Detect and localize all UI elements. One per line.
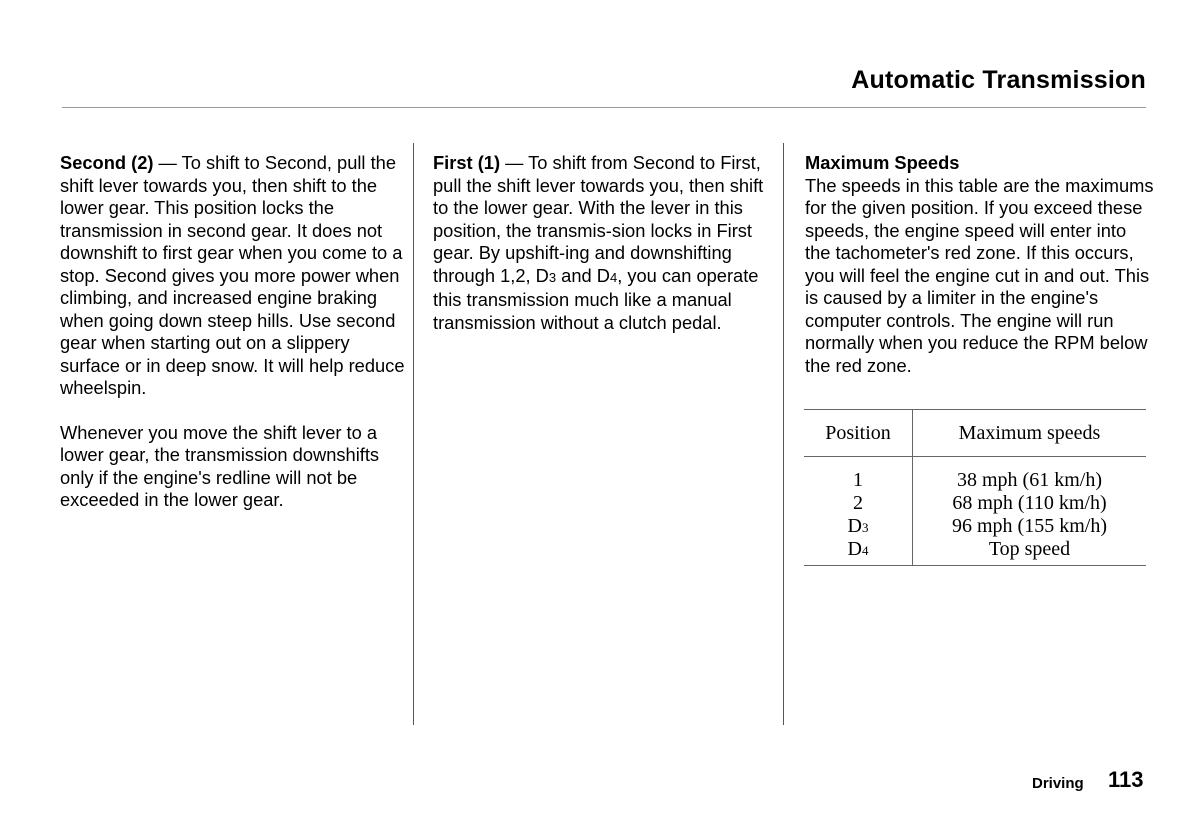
first-gear-text-b: , you can operate this transmission much like a manual transmission without a clutch pedal. — [433, 264, 759, 333]
maximum-speeds-text: The speeds in this table are the maximums for the given position. If you exceed these speeds, the engine speed will enter into the tachometer's red zone. If this occurs, you will feel the engine cut in and out. This is caused by a limiter in the engine's computer controls. The engine will run normally when you reduce the RPM below the red zone. — [805, 174, 1154, 376]
header-position: Position — [804, 410, 913, 457]
speed-value: 96 mph (155 km/h) — [952, 515, 1107, 537]
position-value: D4 — [847, 538, 869, 560]
header-rule — [62, 107, 1146, 108]
position-value: D3 — [847, 515, 869, 537]
speed-cell — [913, 457, 1147, 566]
page-number: 113 — [1108, 767, 1144, 792]
position-value: 2 — [853, 492, 863, 514]
d3-label: D3 — [535, 264, 557, 286]
table-body-row — [804, 457, 1146, 566]
column-first-gear — [433, 152, 778, 334]
position-cell — [804, 457, 913, 566]
first-gear-paragraph — [433, 152, 778, 334]
maximum-speeds-table — [804, 409, 1146, 566]
d4-label: D4 — [596, 264, 618, 286]
second-gear-paragraph — [60, 152, 410, 400]
maximum-speeds-heading: Maximum Speeds — [805, 152, 960, 173]
footer-section-label: Driving — [1032, 775, 1084, 792]
speed-value: 68 mph (110 km/h) — [952, 492, 1107, 514]
column-maximum-speeds — [805, 152, 1155, 377]
column-divider-2 — [783, 143, 784, 725]
first-gear-label: First (1) — [433, 152, 501, 173]
speed-value: 38 mph (61 km/h) — [957, 469, 1102, 491]
page-title: Automatic Transmission — [851, 66, 1146, 94]
column-divider-1 — [413, 143, 414, 725]
position-value: 1 — [853, 469, 863, 491]
column-second-gear — [60, 152, 410, 512]
second-gear-text: — To shift to Second, pull the shift lever towards you, then shift to the lower gear. This position locks the transmission in second gear. It does not downshift to first gear when you come to a stop. Second gives you more power when climbing, and increased engine braking when going down steep hills. Use second gear when starting out on a slippery surface or in deep snow. It will help reduce wheelspin. — [60, 152, 405, 398]
and-text: and — [556, 264, 597, 286]
header-maximum-speeds: Maximum speeds — [913, 410, 1147, 457]
maximum-speeds-paragraph — [805, 152, 1155, 377]
table-header-row — [804, 410, 1146, 457]
downshift-paragraph: Whenever you move the shift lever to a lower gear, the transmission downshifts only if the engine's redline will not be exceeded in the lower gear. — [60, 421, 380, 510]
first-gear-text-a: — To shift from Second to First, pull the shift lever towards you, then shift to the lower gear. With the lever in this position, the transmis-sion locks in First gear. By upshift-ing and downshifting through 1,2, — [433, 152, 764, 286]
speed-value: Top speed — [988, 538, 1071, 560]
second-gear-label: Second (2) — [60, 152, 154, 173]
